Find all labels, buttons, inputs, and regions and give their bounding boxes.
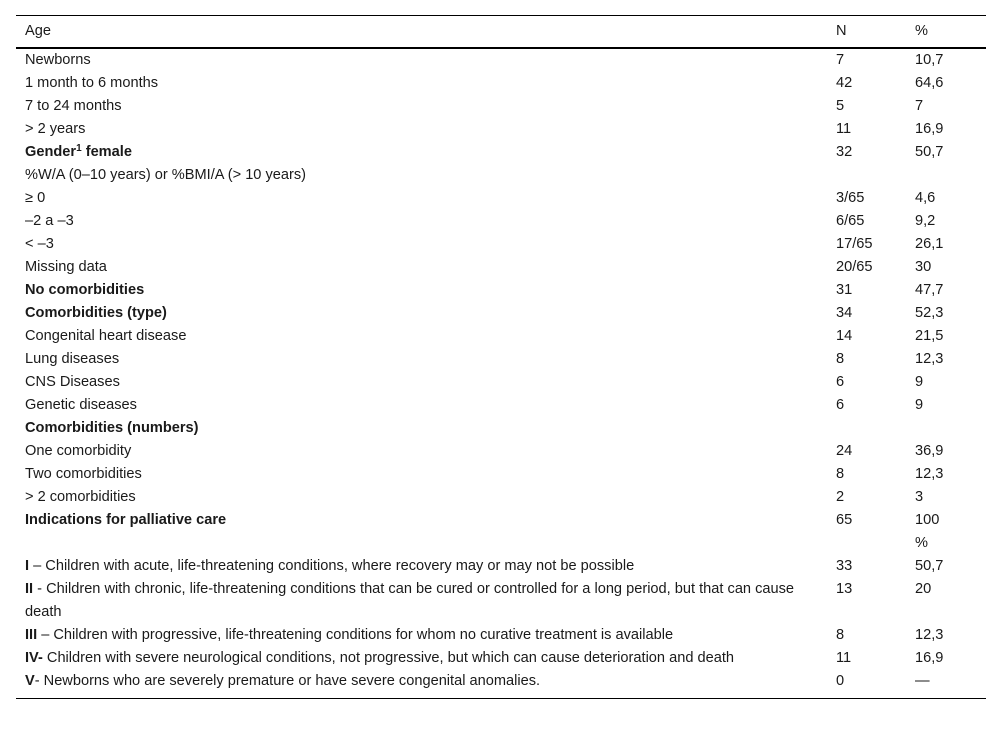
row-n: 20/65 [836,259,873,275]
row-n: 6/65 [836,213,865,229]
row-percent: — [915,673,930,689]
table-row [16,210,986,233]
table-row [16,187,986,210]
table-row [16,49,986,72]
row-label: ≥ 0 [25,190,46,206]
row-n: 11 [836,121,852,137]
row-percent: 36,9 [915,443,944,459]
row-label: Comorbidities (numbers) [25,420,199,436]
category-numeral: I [25,558,30,574]
table-row [16,624,986,647]
category-text: Children with severe neurological conditions, not progressive, but which can cause deterioration and death [42,650,735,666]
row-percent: 12,3 [915,466,944,482]
row-label: Genetic diseases [25,397,137,413]
row-n: 6 [836,374,845,390]
row-n: 14 [836,328,853,344]
table-row [16,118,986,141]
row-label: Missing data [25,259,107,275]
row-percent: 9 [915,374,924,390]
row-n: 42 [836,75,853,91]
row-label [16,578,828,624]
table-row [16,371,986,394]
row-label: Indications for palliative care [25,512,227,528]
gender-label: Gender [25,144,77,160]
row-n: 11 [836,650,852,666]
category-numeral: IV- [25,650,43,666]
row-n: 65 [836,512,853,528]
row-percent: 4,6 [915,190,936,206]
table-row [16,670,986,693]
row-percent: 7 [915,98,924,114]
row-n: 24 [836,443,853,459]
table-row [16,440,986,463]
row-percent: 12,3 [915,351,944,367]
row-label [16,647,828,670]
row-percent: 9,2 [915,213,936,229]
row-n: 32 [836,144,853,160]
table-row [16,302,986,325]
table-row [16,348,986,371]
header-percent: % [915,23,928,39]
row-label [16,624,828,647]
footnote-marker: 1 [76,143,82,154]
row-label: < –3 [25,236,54,252]
row-n: 0 [836,673,845,689]
category-numeral: II [25,581,34,597]
category-text: – Children with progressive, life-threatening conditions for whom no curative treatment is available [37,627,674,643]
row-label [16,670,828,693]
gender-value-label: female [81,144,132,160]
row-label: Lung diseases [25,351,120,367]
row-n: 7 [836,52,845,68]
category-numeral: V [25,673,35,689]
table-row [16,164,986,187]
row-percent: 16,9 [915,650,944,666]
row-label: No comorbidities [25,282,145,298]
table-row [16,417,986,440]
table-row [16,509,986,555]
row-percent: 21,5 [915,328,944,344]
category-text: – Children with acute, life-threatening conditions, where recovery may or may not be possible [29,558,635,574]
row-label: CNS Diseases [25,374,120,390]
row-label [16,555,828,578]
row-percent: 47,7 [915,282,944,298]
row-n: 34 [836,305,853,321]
row-percent: 12,3 [915,627,944,643]
row-n: 13 [836,581,853,597]
table-row [16,463,986,486]
row-percent [911,417,986,440]
row-n: 5 [836,98,845,114]
row-percent: 3 [915,489,924,505]
row-n [828,417,911,440]
table-row [16,256,986,279]
table-row [16,95,986,118]
row-percent: 26,1 [915,236,944,252]
row-label: %W/A (0–10 years) or %BMI/A (> 10 years) [25,167,307,183]
row-percent [911,509,986,555]
table-row [16,72,986,95]
row-n: 3/65 [836,190,865,206]
row-label: 7 to 24 months [25,98,122,114]
row-percent: 9 [915,397,924,413]
row-n: 2 [836,489,845,505]
row-label: Two comorbidities [25,466,142,482]
table-row [16,233,986,256]
row-label: > 2 comorbidities [25,489,136,505]
table-row [16,555,986,578]
row-percent [911,164,986,187]
percent-value: 100 % [915,512,940,551]
row-label: 1 month to 6 months [25,75,159,91]
row-percent: 16,9 [915,121,944,137]
row-label: Comorbidities (type) [25,305,167,321]
table-header-row [16,16,986,47]
row-label: Congenital heart disease [25,328,187,344]
row-percent: 10,7 [915,52,944,68]
row-label [16,141,828,164]
row-n: 17/65 [836,236,873,252]
table-row [16,141,986,164]
table-row [16,647,986,670]
category-text: - Newborns who are severely premature or have severe congenital anomalies. [34,673,541,689]
row-percent: 30 [915,259,932,275]
table-row [16,578,986,624]
demographics-table [16,15,986,699]
category-numeral: III [25,627,38,643]
row-label: –2 a –3 [25,213,74,229]
row-n: 8 [836,627,845,643]
row-n: 33 [836,558,853,574]
row-label: Newborns [25,52,91,68]
header-age: Age [25,23,51,39]
table-row [16,325,986,348]
table-row [16,279,986,302]
row-n: 6 [836,397,845,413]
row-label: One comorbidity [25,443,132,459]
row-percent: 64,6 [915,75,944,91]
row-percent: 52,3 [915,305,944,321]
table-row [16,486,986,509]
row-n [828,164,911,187]
header-n: N [836,23,847,39]
row-percent: 50,7 [915,558,944,574]
row-label: > 2 years [25,121,86,137]
row-n: 8 [836,351,845,367]
row-n: 31 [836,282,853,298]
row-percent: 20 [915,581,932,597]
table-row [16,394,986,417]
row-percent: 50,7 [915,144,944,160]
row-n: 8 [836,466,845,482]
table-bottom-rule [16,698,986,699]
category-text: - Children with chronic, life-threatening conditions that can be cured or controlled for a long period, but that can cause death [25,581,795,620]
